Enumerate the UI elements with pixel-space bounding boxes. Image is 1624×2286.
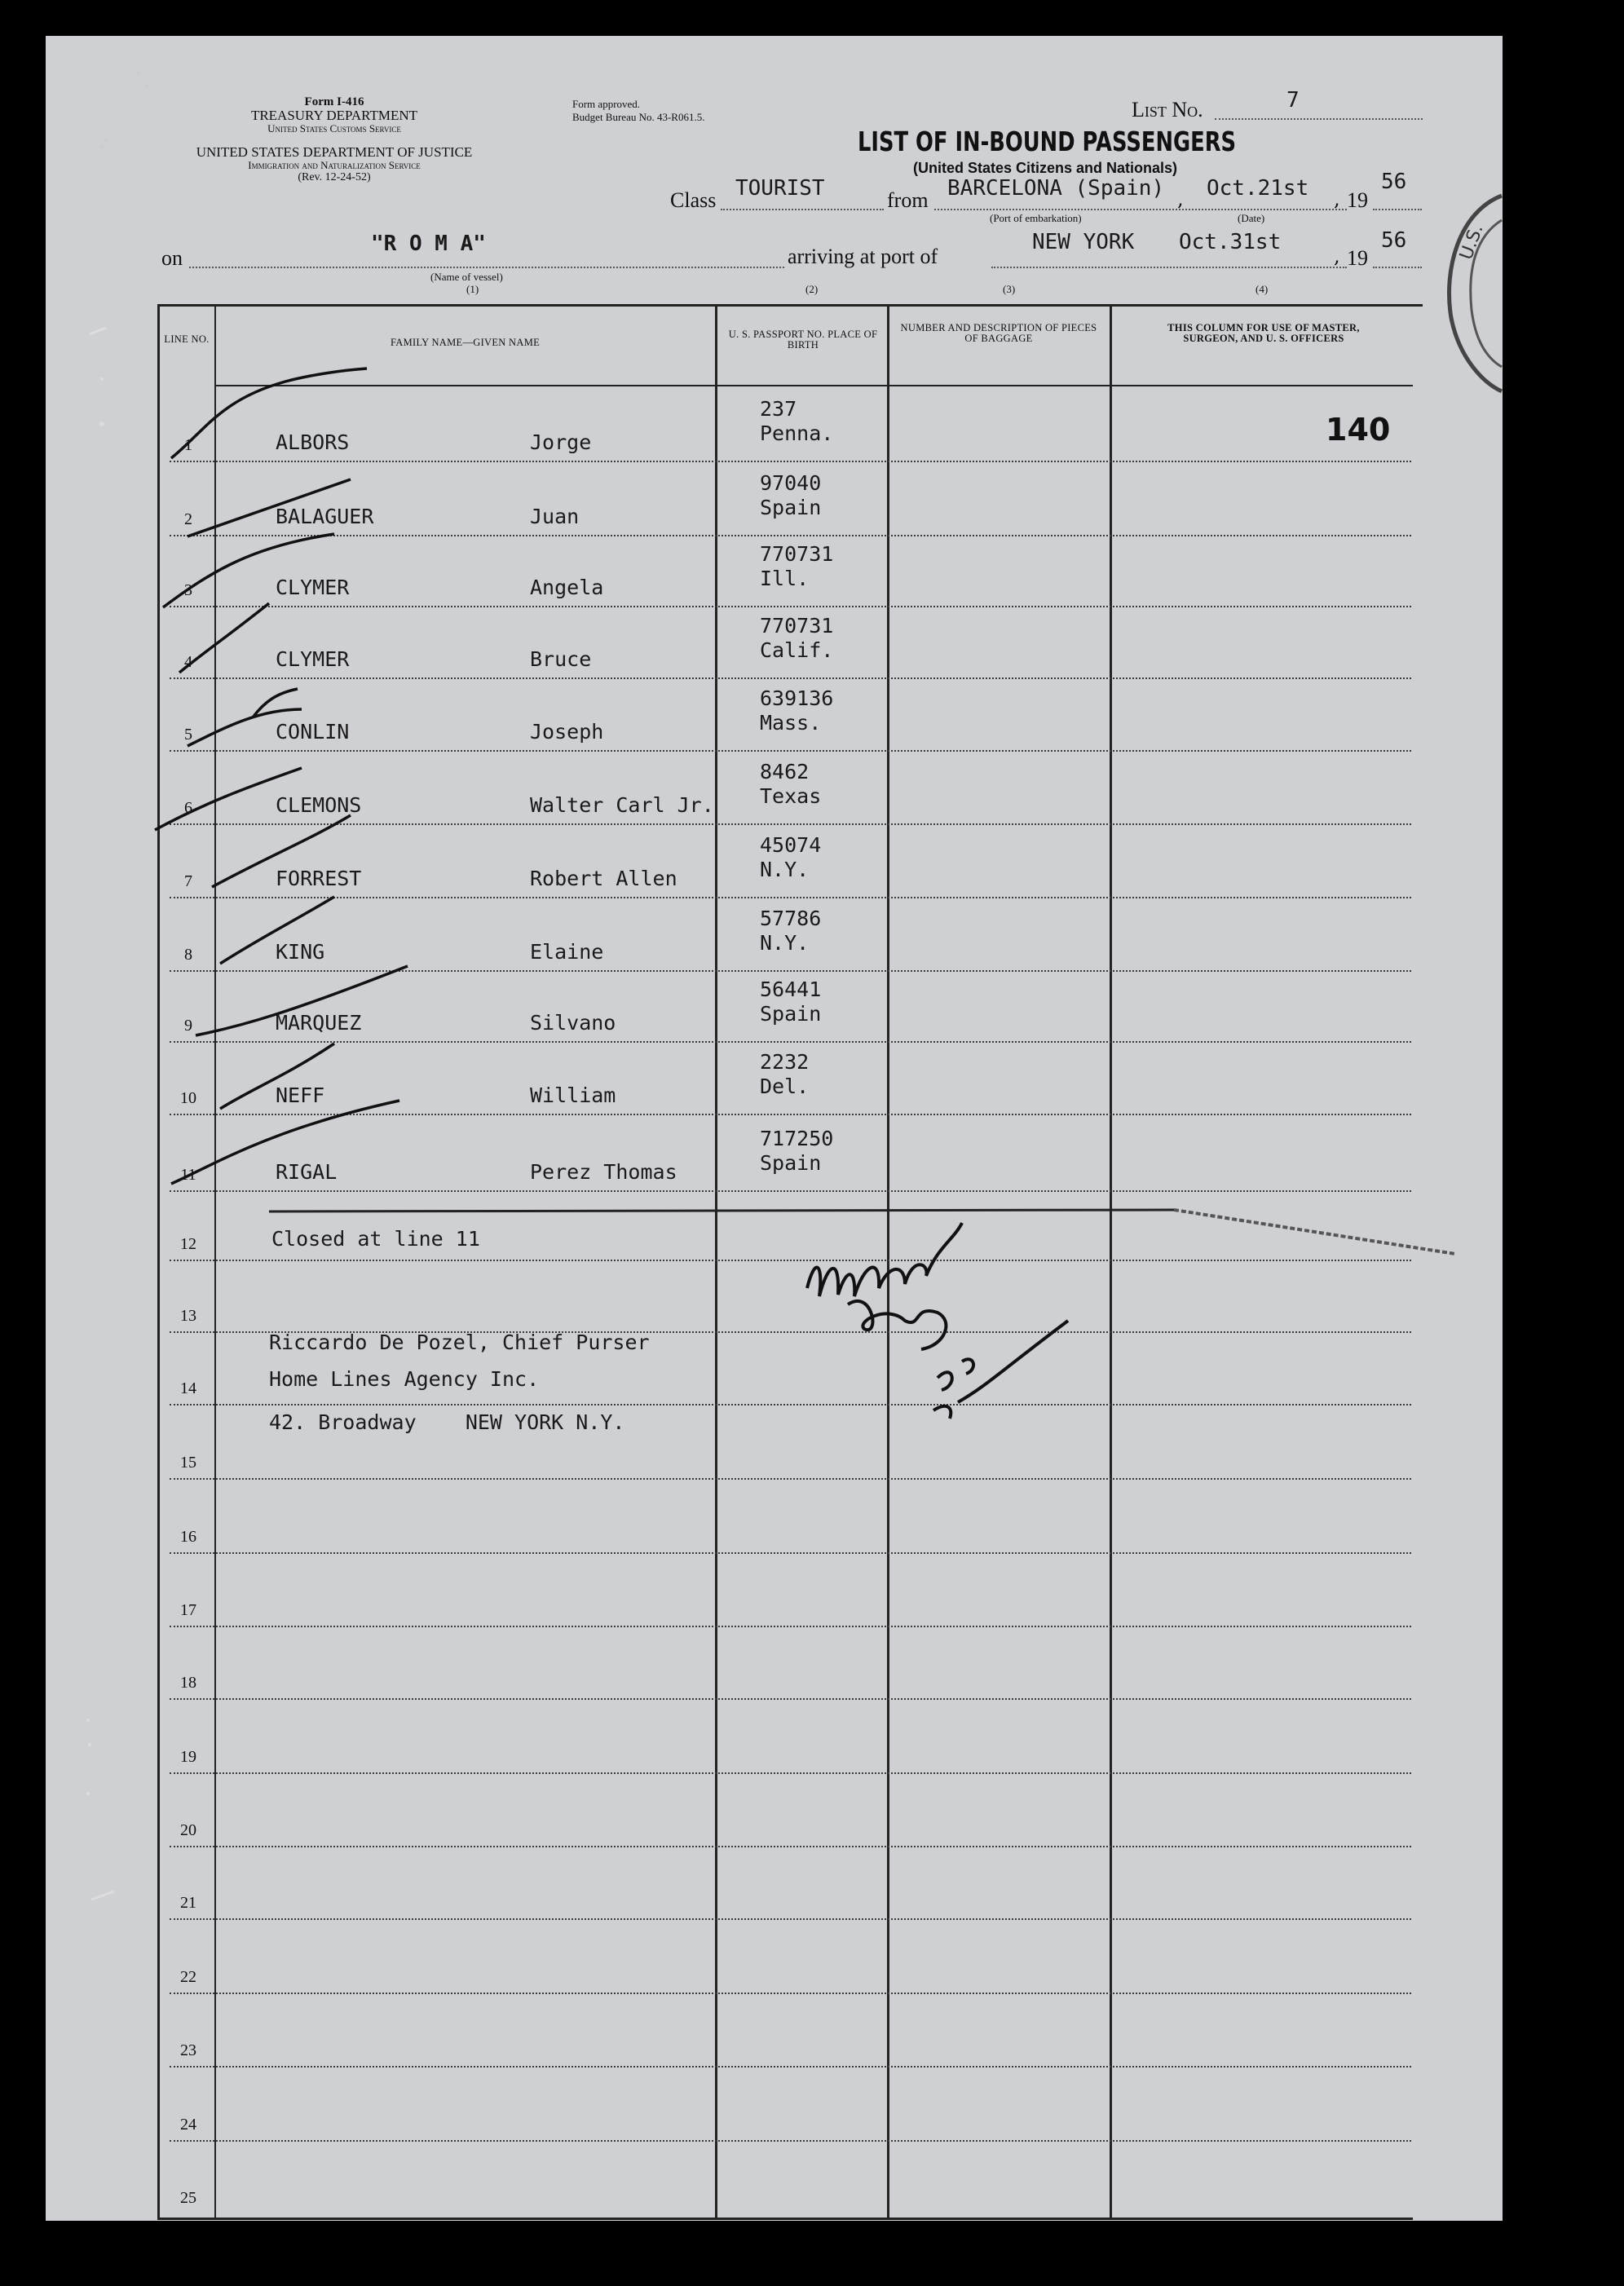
check-marks: [147, 359, 440, 1207]
passenger-given-name: Perez Thomas: [530, 1160, 677, 1184]
passenger-family-name: CLEMONS: [276, 793, 362, 817]
signature-line-2: Home Lines Agency Inc.: [269, 1367, 540, 1391]
col1-number: (1): [466, 283, 479, 295]
port-of-embarkation: BARCELONA (Spain): [947, 176, 1165, 201]
signature-line-3: 42. Broadway NEW YORK N.Y.: [269, 1410, 625, 1434]
passenger-given-name: Elaine: [530, 940, 604, 964]
list-no-label: List No.: [1132, 98, 1203, 121]
line-number: 23: [180, 2041, 196, 2059]
header-line-no: LINE NO.: [164, 333, 210, 345]
passenger-family-name: BALAGUER: [276, 505, 374, 528]
passenger-given-name: Angela: [530, 576, 604, 599]
passenger-passport-no: 237: [760, 397, 797, 421]
signature-line-1: Riccardo De Pozel, Chief Purser: [269, 1331, 650, 1354]
year-line-2: [1373, 267, 1422, 268]
line-number: 3: [184, 581, 192, 599]
justice-block: [155, 145, 514, 183]
row-rule: [170, 1918, 1411, 1920]
line-number: 18: [180, 1674, 196, 1692]
form-approved: [572, 98, 704, 124]
line-number: 22: [180, 1968, 196, 1986]
revision-date: (Rev. 12-24-52): [298, 171, 371, 183]
year-line-1: [1373, 209, 1422, 210]
list-no-line: [1215, 118, 1423, 120]
line-number: 10: [180, 1089, 196, 1107]
row-rule: [170, 1478, 1411, 1480]
vessel-name: "R O M A": [371, 232, 486, 256]
approved-text: Form approved.: [572, 98, 641, 110]
line-number: 7: [184, 872, 192, 890]
row-rule: [170, 2066, 1411, 2068]
row-rule: [170, 1993, 1411, 1994]
line-number: 25: [180, 2189, 196, 2207]
officer-note: 140: [1326, 412, 1391, 448]
comma-2: ,: [1334, 188, 1340, 210]
comma-3: ,: [1334, 245, 1340, 267]
passenger-birthplace: Del.: [760, 1075, 810, 1098]
passenger-birthplace: Texas: [760, 784, 822, 808]
header-passport: U. S. PASSPORT NO. PLACE OF BIRTH: [728, 329, 878, 351]
line-number: 4: [184, 653, 192, 671]
passenger-given-name: William: [530, 1083, 616, 1107]
passenger-family-name: RIGAL: [276, 1160, 338, 1184]
ins-service: Immigration and Naturalization Service: [248, 159, 421, 171]
date-caption: (Date): [1238, 212, 1265, 224]
vessel-line: [189, 267, 784, 268]
embark-line: [934, 209, 1347, 210]
passenger-passport-no: 56441: [760, 978, 822, 1001]
year-prefix-2: 19: [1347, 246, 1368, 270]
passenger-family-name: FORREST: [276, 867, 362, 890]
stamp-text: U.S.: [1456, 222, 1488, 263]
line-number: 15: [180, 1454, 196, 1472]
passenger-passport-no: 770731: [760, 614, 834, 638]
passenger-passport-no: 97040: [760, 471, 822, 495]
row-rule: [170, 1772, 1411, 1774]
subtitle: (United States Citizens and Nationals): [913, 160, 1178, 176]
margin-marks: [82, 65, 179, 1940]
passenger-given-name: Jorge: [530, 430, 592, 454]
justice-dept: UNITED STATES DEPARTMENT OF JUSTICE: [196, 144, 473, 160]
form-id-block: [155, 96, 514, 135]
line-number: 13: [180, 1307, 196, 1325]
arriving-label: arriving at port of: [788, 245, 938, 268]
passenger-passport-no: 770731: [760, 542, 834, 566]
passenger-birthplace: Calif.: [760, 638, 834, 662]
passenger-passport-no: 639136: [760, 686, 834, 710]
passenger-given-name: Walter Carl Jr.: [530, 793, 714, 817]
closed-note: Closed at line 11: [271, 1227, 480, 1251]
passenger-passport-no: 2232: [760, 1050, 810, 1074]
line-number: 9: [184, 1017, 192, 1035]
header-name: FAMILY NAME—GIVEN NAME: [390, 337, 541, 348]
passenger-passport-no: 57786: [760, 907, 822, 930]
header-officers: THIS COLUMN FOR USE OF MASTER, SURGEON, AND U. S. OFFICERS: [1167, 322, 1360, 344]
on-label: on: [161, 246, 183, 270]
budget-bureau: Budget Bureau No. 43-R061.5.: [572, 111, 705, 123]
passenger-birthplace: Penna.: [760, 421, 834, 445]
passenger-family-name: ALBORS: [276, 430, 350, 454]
passenger-given-name: Juan: [530, 505, 580, 528]
header-baggage: NUMBER AND DESCRIPTION OF PIECES OF BAGGAGE: [900, 322, 1097, 344]
line-number: 2: [184, 510, 192, 528]
passenger-family-name: CONLIN: [276, 720, 350, 744]
line-number: 6: [184, 799, 192, 817]
passenger-family-name: KING: [276, 940, 325, 964]
customs-stamp: [1427, 188, 1508, 432]
passenger-passport-no: 8462: [760, 760, 810, 783]
arrival-port: NEW YORK: [1032, 230, 1135, 254]
passenger-birthplace: N.Y.: [760, 858, 810, 881]
form-number: Form I-416: [304, 95, 364, 108]
line-number: 14: [180, 1379, 196, 1397]
row-rule: [170, 1698, 1411, 1700]
year-1: 56: [1381, 170, 1407, 194]
line-number: 1: [184, 436, 192, 454]
class-label: Class: [670, 188, 717, 212]
passenger-given-name: Joseph: [530, 720, 604, 744]
passenger-family-name: CLYMER: [276, 576, 350, 599]
year-prefix-1: 19: [1347, 188, 1368, 212]
line-number: 17: [180, 1601, 196, 1619]
line-number: 24: [180, 2116, 196, 2134]
passenger-family-name: NEFF: [276, 1083, 325, 1107]
comma-1: ,: [1177, 188, 1184, 210]
inspector-signature: [791, 1207, 1084, 1451]
arrival-line: [991, 267, 1347, 268]
row-rule: [170, 1552, 1411, 1554]
year-2: 56: [1381, 228, 1407, 253]
line-number: 19: [180, 1748, 196, 1766]
line-number: 12: [180, 1235, 196, 1253]
col2-number: (2): [805, 283, 819, 295]
passenger-passport-no: 717250: [760, 1127, 834, 1150]
page-title: LIST OF IN-BOUND PASSENGERS: [858, 126, 1237, 157]
passenger-given-name: Bruce: [530, 647, 592, 671]
class-line: [721, 209, 884, 210]
vessel-caption: (Name of vessel): [430, 271, 503, 283]
line-number: 5: [184, 726, 192, 744]
list-no-value: 7: [1286, 88, 1300, 113]
passenger-given-name: Robert Allen: [530, 867, 677, 890]
passenger-birthplace: Spain: [760, 1002, 822, 1026]
row-rule: [170, 1846, 1411, 1847]
line-number: 16: [180, 1528, 196, 1546]
passenger-given-name: Silvano: [530, 1011, 616, 1035]
row-rule: [170, 1626, 1411, 1627]
treasury-dept: TREASURY DEPARTMENT: [250, 108, 418, 123]
embark-date: Oct.21st: [1207, 176, 1309, 201]
table-bottom-rule: [157, 2218, 1413, 2220]
customs-service: United States Customs Service: [267, 122, 401, 135]
passenger-birthplace: Spain: [760, 496, 822, 519]
passenger-family-name: MARQUEZ: [276, 1011, 362, 1035]
line-number: 21: [180, 1894, 196, 1912]
col4-number: (4): [1256, 283, 1269, 295]
passenger-birthplace: Spain: [760, 1151, 822, 1175]
col3-number: (3): [1003, 283, 1016, 295]
row-rule: [170, 2140, 1411, 2142]
passenger-birthplace: Ill.: [760, 567, 810, 590]
table-top-rule: [157, 304, 1423, 307]
port-embark-caption: (Port of embarkation): [990, 212, 1082, 224]
line-number: 20: [180, 1821, 196, 1839]
class-value: TOURIST: [735, 176, 825, 201]
passenger-family-name: CLYMER: [276, 647, 350, 671]
passenger-birthplace: Mass.: [760, 711, 822, 735]
passenger-birthplace: N.Y.: [760, 931, 810, 955]
from-label: from: [887, 188, 929, 212]
arrival-date: Oct.31st: [1179, 230, 1282, 254]
line-number: 11: [180, 1166, 196, 1184]
line-number: 8: [184, 946, 192, 964]
passenger-passport-no: 45074: [760, 833, 822, 857]
